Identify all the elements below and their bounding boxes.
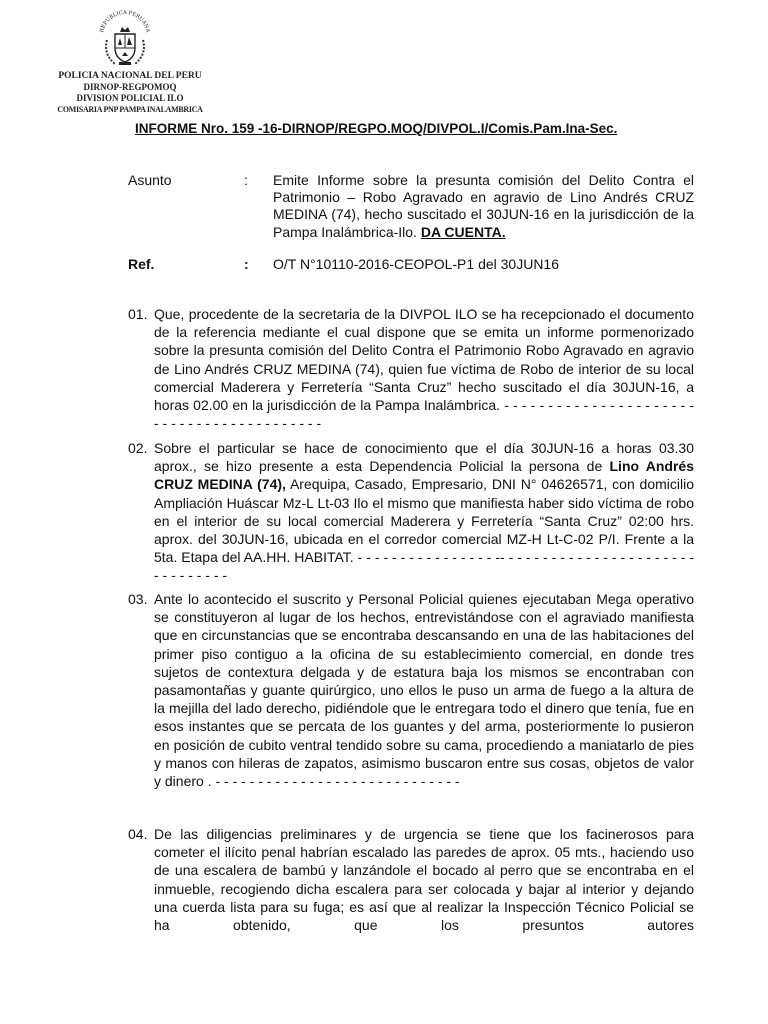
ref-label: Ref. — [128, 256, 155, 272]
paragraph-text-part-a: Sobre el particular se hace de conocimiento que el día 30JUN-16 a horas 03.30 aprox., se hizo presente a esta Dependencia Policial la persona de — [154, 440, 694, 475]
header-line-comisaria: COMISARIA PNP PAMPA INALAMBRICA — [57, 105, 203, 114]
asunto-emphasis: DA CUENTA. — [420, 223, 506, 240]
asunto-label: Asunto — [128, 172, 172, 188]
ref-colon: : — [244, 256, 249, 272]
asunto-text: Emite Informe sobre la presunta comisión del Delito Contra el Patrimonio – Robo Agravado en agravio de Lino Andrés CRUZ MEDINA (74), hecho suscitado el 30JUN-16 en la jurisdicción de la Pampa Inalámbrica-Ilo. — [273, 172, 694, 240]
paragraph-04 — [128, 825, 694, 934]
asunto-text-block — [273, 172, 694, 241]
paragraph-text — [154, 439, 694, 585]
ref-value: O/T N°10110-2016-CEOPOL-P1 del 30JUN16 — [273, 256, 560, 272]
paragraph-number: 01. — [128, 306, 148, 322]
paragraph-number: 03. — [128, 591, 148, 607]
paragraph-text-part-b: Arequipa, Casado, Empresario, DNI N° 04626571, con domicilio Ampliación Huáscar Mz-L Lt-03 Ilo el mismo que manifiesta haber sido víctima de robo en el interior de su local comercial Maderera y Ferretería “Santa Cruz” 02:00 hrs. aprox. del 30JUN-16, ubicada en el corredor comercial MZ-H Lt-C-02 P/I. Frente a la 5ta. Etapa del AA.HH. HABITAT. - - - - - - - - - - - - - - - - -- - - - - - - - - - - - - - - - - - - - - - - - - - - - - - - - — [154, 476, 694, 584]
report-title: INFORME Nro. 159 -16-DIRNOP/REGPO.MOQ/DIVPOL.I/Comis.Pam.Ina-Sec. — [135, 121, 618, 136]
victim-name: Lino Andrés CRUZ MEDINA (74), — [154, 458, 694, 493]
paragraph-text: Ante lo acontecido el suscrito y Personal Policial quienes ejecutaban Mega operativo se constituyeron al lugar de los hechos, entrevistándose con el agraviado manifiesta que en circunstancias que se encontraba descansando en una de las habitaciones del primer piso contiguo a la oficina de su establecimiento comercial, en donde tres sujetos de contextura delgada y de estatura baja los mismos se encontraban con pasamontañas y guante quirúrgico, uno ellos le puso un arma de fuego a la altura de la mejilla del lado derecho, pidiéndole que le entregara todo el dinero que tenía, fue en esos instantes que se percata de los guantes y del arma, posteriormente lo pusieron en posición de cubito ventral tendido sobre su cama, procediendo a maniatarlo de pies y manos con hileras de zapatos, asimismo buscaron entre sus cosas, objetos de valor y dinero . - - - - - - - - - - - - - - - - - - - - - - - - - - - - - — [154, 591, 694, 790]
svg-text:REPUBLICA PERUANA — [99, 10, 150, 33]
asunto-colon: : — [244, 172, 248, 188]
paragraph-03 — [128, 590, 694, 790]
institution-header — [30, 71, 230, 115]
header-line-dirnop: DIRNOP-REGPOMOQ — [83, 82, 177, 92]
header-line-police: POLICIA NACIONAL DEL PERU — [58, 71, 202, 81]
peru-coat-of-arms-seal — [95, 10, 155, 72]
paragraph-number: 02. — [128, 440, 148, 456]
paragraph-01 — [128, 305, 694, 432]
paragraph-text: Que, procedente de la secretaria de la DIVPOL ILO se ha recepcionado el documento de la referencia mediante el cual dispone que se emita un informe pormenorizado sobre la presunta comisión del Delito Contra el Patrimonio Robo Agravado en agravio de Lino Andrés CRUZ MEDINA (74), quien fue víctima de Robo de interior de su local comercial Maderera y Ferretería “Santa Cruz” hecho suscitado el día 30JUN-16, a horas 02.00 en la jurisdicción de la Pampa Inalámbrica. - - - - - - - - - - - - - - - - - - - - - - - - - - - - - - - - - - - - - - - - - - — [154, 306, 694, 432]
header-line-division: DIVISION POLICIAL ILO — [76, 93, 184, 103]
paragraph-02 — [128, 439, 694, 585]
seal-caption: REPUBLICA PERUANA — [99, 10, 151, 34]
paragraph-text: De las diligencias preliminares y de urgencia se tiene que los facinerosos para cometer el ilícito penal habrían escalado las paredes de aprox. 05 mts., haciendo uso de una escalera de bambú y lanzándole el bocado al perro que se encontraba en el inmueble, recogiendo dicha escalera para ser colocada y bajar al interior y dejando una cuerda lista para su fuga; es así que al realizar la Inspección Técnico Policial se ha obtenido, que los presuntos autores — [154, 826, 694, 934]
paragraph-number: 04. — [128, 826, 148, 842]
